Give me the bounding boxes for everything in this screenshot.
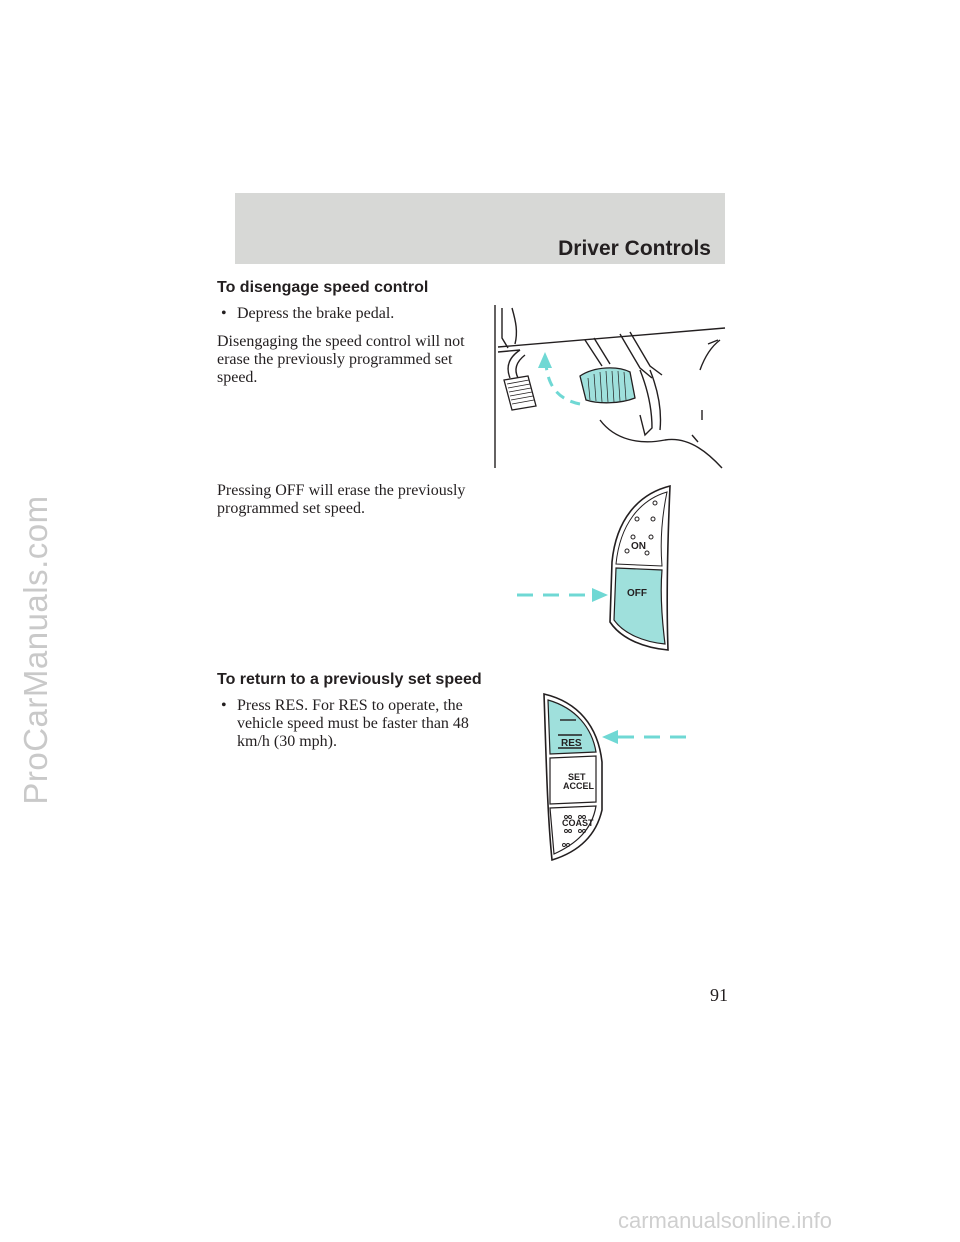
disengage-paragraph: Disengaging the speed control will not erase the previously programmed set speed. [217,333,465,386]
disengage-bullet [221,305,481,323]
bottom-watermark: carmanualsonline.info [618,1208,833,1233]
side-watermark [6,300,66,1000]
brake-pedal-illustration [490,300,730,475]
off-paragraph: Pressing OFF will erase the previously programmed set speed. [217,482,466,517]
accel-label: ACCEL [563,781,594,791]
res-label: RES [561,738,582,749]
coast-label: COAST [562,818,594,828]
set-label: SET [568,772,586,782]
page-number: 91 [710,985,728,1005]
on-off-switch-illustration [510,482,690,657]
section-title: Driver Controls [558,237,711,260]
on-label: ON [631,541,646,552]
bullet-text: Depress the brake pedal. [237,305,395,322]
off-label: OFF [627,588,647,599]
bullet-text: Press RES. For RES to operate, the vehicle speed must be faster than 48 km/h (30 mph). [237,697,469,750]
side-watermark-text: ProCarManuals.com [17,495,54,805]
bullet-symbol: • [221,697,227,714]
bullet-symbol: • [221,305,227,322]
disengage-heading: To disengage speed control [217,279,429,296]
return-bullet [221,697,481,751]
return-heading: To return to a previously set speed [217,671,482,688]
section-header-band [235,193,725,264]
res-switch-illustration [530,690,700,865]
